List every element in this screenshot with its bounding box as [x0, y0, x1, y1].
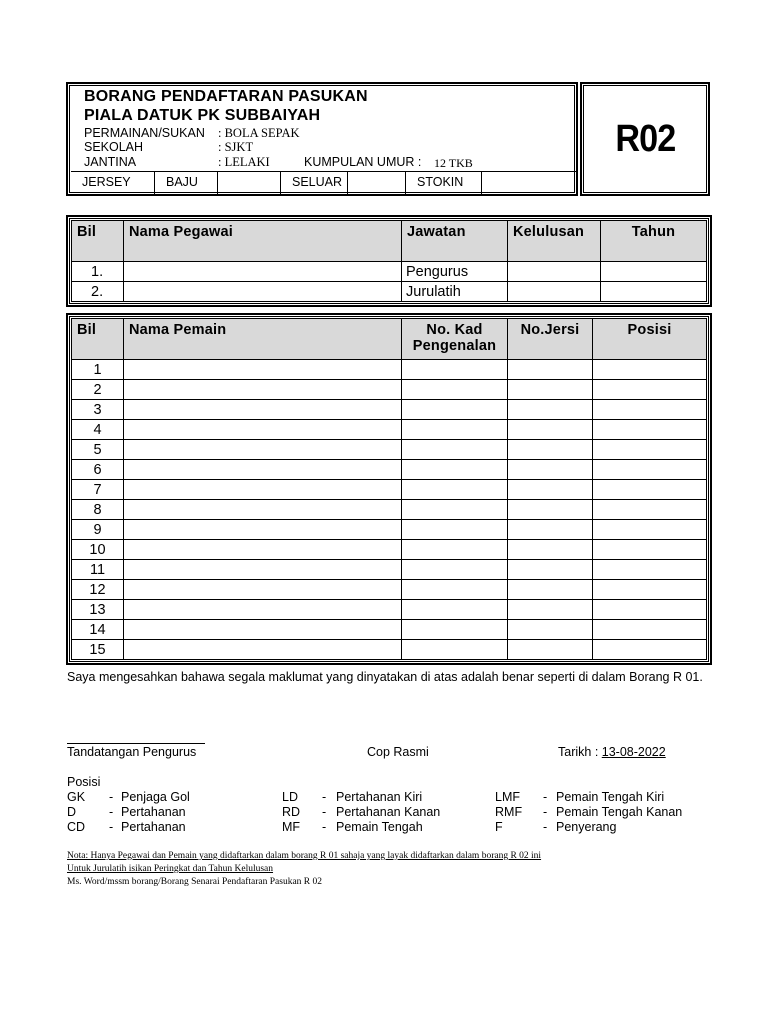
year-field[interactable]	[601, 262, 707, 282]
position-dash: -	[322, 805, 327, 819]
gender-value: : LELAKI	[218, 155, 270, 169]
row-number: 12	[72, 580, 124, 600]
position-description: Penjaga Gol	[121, 790, 190, 804]
age-group-label: KUMPULAN UMUR :	[304, 155, 422, 169]
position-field[interactable]	[593, 580, 707, 600]
player-name-field[interactable]	[124, 620, 402, 640]
jersey-number-field[interactable]	[508, 520, 593, 540]
ic-number-field[interactable]	[402, 640, 508, 660]
player-name-field[interactable]	[124, 460, 402, 480]
row-number: 3	[72, 400, 124, 420]
staff-table	[66, 215, 712, 307]
form-header-details	[66, 82, 578, 196]
table-row	[72, 540, 707, 560]
jersey-number-field[interactable]	[508, 440, 593, 460]
ic-number-field[interactable]	[402, 540, 508, 560]
row-number: 7	[72, 480, 124, 500]
position-description: Penyerang	[556, 820, 617, 834]
table-row	[72, 360, 707, 380]
position-field[interactable]	[593, 500, 707, 520]
staff-role: Pengurus	[402, 262, 508, 282]
jersey-number-field[interactable]	[508, 640, 593, 660]
position-description: Pertahanan Kiri	[336, 790, 423, 804]
jersey-number-field[interactable]	[508, 480, 593, 500]
kit-shorts-label: SELUAR	[281, 172, 348, 195]
form-code: R02	[614, 117, 676, 160]
row-number: 2.	[72, 282, 124, 302]
position-field[interactable]	[593, 560, 707, 580]
position-field[interactable]	[593, 540, 707, 560]
jersey-number-field[interactable]	[508, 380, 593, 400]
player-table-header	[72, 319, 707, 360]
kit-shorts-field[interactable]	[348, 172, 406, 195]
table-row	[72, 440, 707, 460]
game-value: : BOLA SEPAK	[218, 126, 300, 140]
position-description: Pemain Tengah	[336, 820, 423, 834]
player-name-field[interactable]	[124, 640, 402, 660]
ic-number-field[interactable]	[402, 620, 508, 640]
form-title: BORANG PENDAFTARAN PASUKAN	[84, 88, 368, 105]
ic-number-field[interactable]	[402, 580, 508, 600]
ic-number-field[interactable]	[402, 380, 508, 400]
table-row	[72, 420, 707, 440]
row-number: 1	[72, 360, 124, 380]
row-number: 13	[72, 600, 124, 620]
player-name-field[interactable]	[124, 380, 402, 400]
jersey-number-field[interactable]	[508, 400, 593, 420]
table-row	[72, 460, 707, 480]
position-dash: -	[322, 790, 327, 804]
position-dash: -	[543, 820, 548, 834]
note-line-2: Untuk Jurulatih isikan Peringkat dan Tahun Kelulusan	[67, 864, 274, 874]
col-header-jersey-number: No.Jersi	[508, 319, 593, 360]
position-field[interactable]	[593, 480, 707, 500]
kit-socks-label: STOKIN	[406, 172, 482, 195]
age-group-value: 12 TKB	[434, 156, 473, 170]
row-number: 15	[72, 640, 124, 660]
col-header-no: Bil	[72, 221, 124, 262]
form-subtitle: PIALA DATUK PK SUBBAIYAH	[84, 107, 321, 124]
col-header-staff-name: Nama Pegawai	[124, 221, 402, 262]
declaration-text: Saya mengesahkan bahawa segala maklumat yang dinyatakan di atas adalah benar seperti di dalam Borang R 01.	[67, 670, 703, 684]
position-description: Pemain Tengah Kiri	[556, 790, 665, 804]
positions-title: Posisi	[67, 775, 101, 789]
school-value: : SJKT	[218, 140, 254, 154]
position-code: LMF	[495, 790, 520, 804]
position-dash: -	[543, 790, 548, 804]
col-header-ic-number: No. Kad Pengenalan	[402, 319, 508, 360]
staff-name-field[interactable]	[124, 262, 402, 282]
player-name-field[interactable]	[124, 560, 402, 580]
staff-table-header	[72, 221, 707, 262]
kit-row	[71, 171, 577, 195]
table-row	[72, 520, 707, 540]
player-name-field[interactable]	[124, 480, 402, 500]
player-name-field[interactable]	[124, 520, 402, 540]
ic-number-field[interactable]	[402, 480, 508, 500]
file-path-note: Ms. Word/mssm borang/Borang Senarai Pendaftaran Pasukan R 02	[67, 877, 322, 887]
position-dash: -	[109, 805, 114, 819]
jersey-number-field[interactable]	[508, 560, 593, 580]
ic-number-field[interactable]	[402, 400, 508, 420]
ic-number-field[interactable]	[402, 560, 508, 580]
position-field[interactable]	[593, 400, 707, 420]
position-code: F	[495, 820, 503, 834]
form-header	[66, 82, 710, 198]
jersey-number-field[interactable]	[508, 500, 593, 520]
ic-number-field[interactable]	[402, 500, 508, 520]
qualification-field[interactable]	[508, 262, 601, 282]
position-code: D	[67, 805, 77, 819]
player-name-field[interactable]	[124, 600, 402, 620]
position-dash: -	[109, 790, 114, 804]
school-label: SEKOLAH	[84, 140, 144, 154]
date-field	[558, 745, 666, 759]
jersey-number-field[interactable]	[508, 460, 593, 480]
row-number: 9	[72, 520, 124, 540]
table-row	[72, 480, 707, 500]
position-dash: -	[322, 820, 327, 834]
jersey-number-field[interactable]	[508, 420, 593, 440]
position-field[interactable]	[593, 460, 707, 480]
kit-jersey-label: JERSEY	[71, 172, 155, 195]
player-name-field[interactable]	[124, 360, 402, 380]
col-header-player-name: Nama Pemain	[124, 319, 402, 360]
jersey-number-field[interactable]	[508, 540, 593, 560]
player-name-field[interactable]	[124, 580, 402, 600]
position-description: Pertahanan	[121, 820, 186, 834]
ic-number-field[interactable]	[402, 360, 508, 380]
official-stamp-label: Cop Rasmi	[367, 745, 429, 759]
position-field[interactable]	[593, 360, 707, 380]
ic-number-field[interactable]	[402, 440, 508, 460]
date-value: 13-08-2022	[601, 745, 666, 759]
ic-number-field[interactable]	[402, 600, 508, 620]
game-label: PERMAINAN/SUKAN	[84, 126, 205, 140]
table-row	[72, 262, 707, 282]
col-header-position: Posisi	[593, 319, 707, 360]
position-code: CD	[67, 820, 86, 834]
position-field[interactable]	[593, 380, 707, 400]
row-number: 4	[72, 420, 124, 440]
table-row	[72, 600, 707, 620]
position-code: GK	[67, 790, 86, 804]
row-number: 10	[72, 540, 124, 560]
qualification-field[interactable]	[508, 282, 601, 302]
position-field[interactable]	[593, 420, 707, 440]
player-name-field[interactable]	[124, 500, 402, 520]
player-rows	[72, 360, 707, 660]
gender-label: JANTINA	[84, 155, 137, 169]
col-header-year: Tahun	[601, 221, 707, 262]
position-field[interactable]	[593, 640, 707, 660]
player-name-field[interactable]	[124, 440, 402, 460]
player-table	[66, 313, 712, 665]
table-row	[72, 620, 707, 640]
position-dash: -	[109, 820, 114, 834]
position-field[interactable]	[593, 600, 707, 620]
player-name-field[interactable]	[124, 420, 402, 440]
table-row	[72, 282, 707, 302]
row-number: 6	[72, 460, 124, 480]
col-header-role: Jawatan	[402, 221, 508, 262]
note-line-1: Nota: Hanya Pegawai dan Pemain yang didaftarkan dalam borang R 01 sahaja yang layak didaftarkan dalam borang R 02 ini	[67, 851, 542, 861]
jersey-number-field[interactable]	[508, 360, 593, 380]
kit-shirt-label: BAJU	[155, 172, 218, 195]
row-number: 11	[72, 560, 124, 580]
table-row	[72, 500, 707, 520]
table-row	[72, 580, 707, 600]
position-description: Pemain Tengah Kanan	[556, 805, 683, 819]
position-description: Pertahanan	[121, 805, 186, 819]
ic-number-field[interactable]	[402, 420, 508, 440]
position-description: Pertahanan Kanan	[336, 805, 441, 819]
position-code: RD	[282, 805, 301, 819]
position-code: LD	[282, 790, 298, 804]
row-number: 1.	[72, 262, 124, 282]
row-number: 8	[72, 500, 124, 520]
row-number: 2	[72, 380, 124, 400]
staff-name-field[interactable]	[124, 282, 402, 302]
table-row	[72, 560, 707, 580]
position-field[interactable]	[593, 620, 707, 640]
table-row	[72, 640, 707, 660]
position-dash: -	[543, 805, 548, 819]
position-code: RMF	[495, 805, 523, 819]
date-label: Tarikh :	[558, 745, 602, 759]
ic-number-field[interactable]	[402, 520, 508, 540]
jersey-number-field[interactable]	[508, 600, 593, 620]
staff-role: Jurulatih	[402, 282, 508, 302]
position-field[interactable]	[593, 520, 707, 540]
player-name-field[interactable]	[124, 400, 402, 420]
year-field[interactable]	[601, 282, 707, 302]
col-header-no: Bil	[72, 319, 124, 360]
form-code-box	[580, 82, 710, 196]
table-row	[72, 400, 707, 420]
row-number: 14	[72, 620, 124, 640]
position-code: MF	[282, 820, 301, 834]
jersey-number-field[interactable]	[508, 580, 593, 600]
ic-number-field[interactable]	[402, 460, 508, 480]
signature-line[interactable]	[67, 743, 205, 744]
manager-signature-label: Tandatangan Pengurus	[67, 745, 197, 759]
table-row	[72, 380, 707, 400]
player-name-field[interactable]	[124, 540, 402, 560]
position-field[interactable]	[593, 440, 707, 460]
kit-shirt-field[interactable]	[218, 172, 281, 195]
jersey-number-field[interactable]	[508, 620, 593, 640]
col-header-qualification: Kelulusan	[508, 221, 601, 262]
kit-socks-field[interactable]	[482, 172, 577, 195]
row-number: 5	[72, 440, 124, 460]
